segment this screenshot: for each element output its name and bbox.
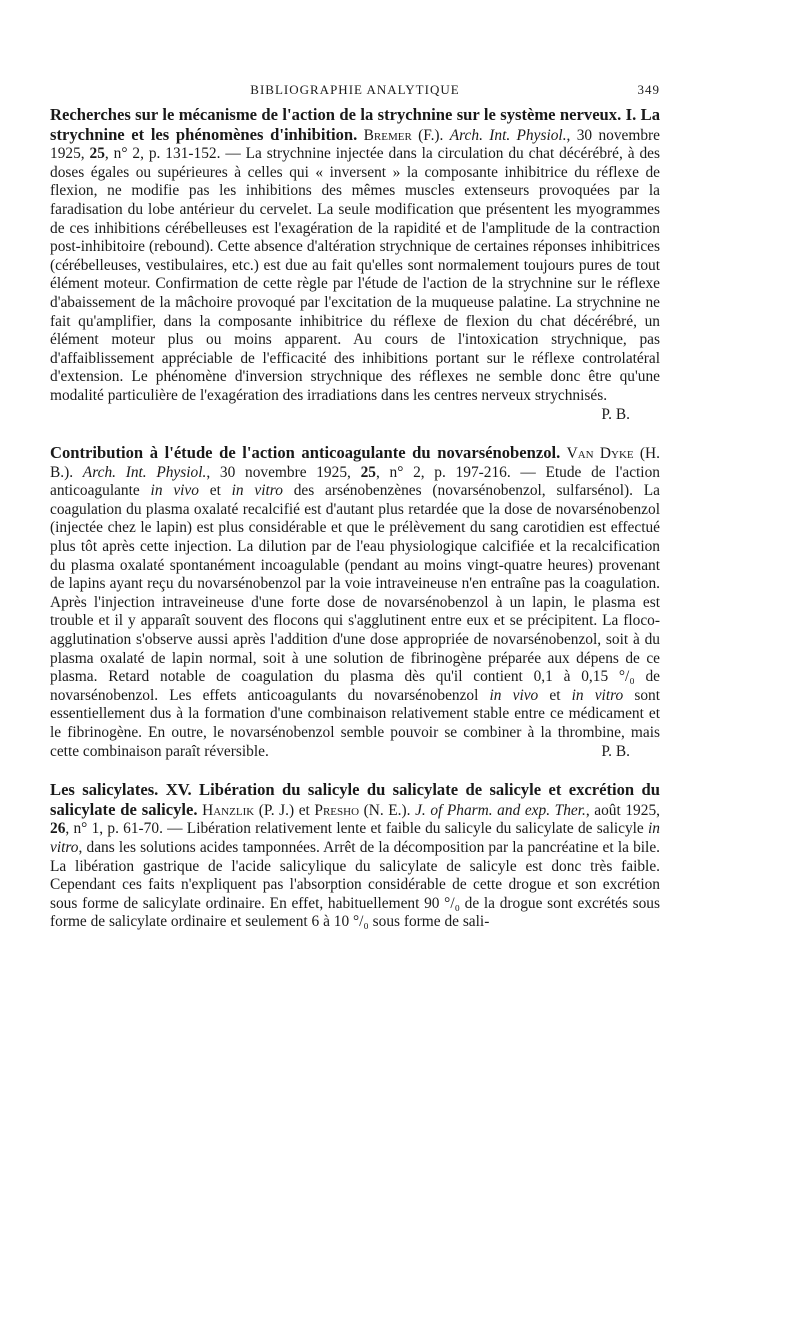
entry-author: Bremer (F.). <box>363 126 444 144</box>
entry-journal: Arch. Int. Physiol. <box>82 463 207 481</box>
running-head-title: BIBLIOGRAPHIE ANALYTIQUE <box>250 82 460 97</box>
entry-author-initials: (N. E.). <box>359 801 416 819</box>
entry-body-italic: in vitro <box>231 482 283 500</box>
entry-date: , août 1925, <box>585 801 660 819</box>
bibliography-entry-salicylates <box>50 781 660 932</box>
entry-title: Les salicylates. XV. Libération du salicyle du salicylate de salicyle et excrétion du salicylate de salicyle. <box>50 780 660 819</box>
entry-author: Van Dyke (H. B.). <box>50 445 660 481</box>
entry-date: , 30 novembre 1925, <box>206 463 361 481</box>
entry-volume: 26 <box>50 820 66 838</box>
entry-body-part: , dans les solutions acides tamponnées. Arrêt de la décomposition par la pancréatine et la bile. La libération gastrique de l'acide salicylique du salicylate de salicyle est donc très faible. Cependant ces faits n'expliquent pas l'absorption considérable de cette drogue et son excrétion sous forme de salicylate ordinaire. En effet, habituellement 90 °/₀ de la drogue sont excrétés sous forme de salicylate ordinaire et seulement 6 à 10 °/₀ sous forme de sali- <box>50 838 660 931</box>
entry-body-part: — Libération relativement lente et faible du salicyle du salicylate de salicyle <box>162 820 649 838</box>
entry-journal: Arch. Int. Physiol. <box>449 126 567 144</box>
entry-body-part: et <box>538 686 572 704</box>
entry-body-part: des arsénobenzènes (novarsénobenzol, sulfarsénol). La coagulation du plasma oxalaté recalcifié est d'autant plus retardée que la dose de novarsénobenzol (injectée chez le lapin) est plus considérable et que le prélèvement du sang carotidien est effectué plus tôt après cette injection. La dilution par de l'eau physiologique calcifiée et la recalcification du plasma oxalaté spontanément incoagulable (pendant au moins vingt-quatre heures) provenant de lapins ayant reçu du novarsénobenzol par la voie intraveineuse n'en entraîne pas la coagulation. Après l'injection intraveineuse d'une forte dose de novarsénobenzol à un lapin, le plasma est trouble et il y apparaît souvent des flocons qui s'agglutinent entre eux et se précipitent. La floco-agglutination s'observe aussi après l'addition d'une dose appropriée de novarsénobenzol, soit à du plasma oxalaté de lapin normal, soit à une solution de fibrinogène préparée aux dépens de ce plasma. Retard notable de coagulation du plasma dès qu'il contient 0,1 à 0,15 °/₀ de novarsénobenzol. Les effets anticoagulants du novarsénobenzol <box>50 482 660 704</box>
entry-issue-pages: , n° 2, p. 197-216. <box>375 463 511 481</box>
page-number: 349 <box>637 82 660 97</box>
entry-author: Hanzlik <box>202 801 255 819</box>
entry-body-italic: in vivo <box>489 686 539 704</box>
entry-body-italic: in vitro <box>571 686 624 704</box>
entry-author-initials: (P. J.) et <box>254 801 315 819</box>
entry-issue-pages: , n° 2, p. 131-152. <box>104 145 221 163</box>
entry-body-part: et <box>198 482 232 500</box>
entry-signature: P. B. <box>601 405 630 423</box>
document-page <box>50 82 660 932</box>
bibliography-entry-strychnine <box>50 106 660 424</box>
entry-body-part: sont essentiellement dus à la formation d'une combinaison relativement stable entre ce médicament et le fibrinogène. En outre, le novarsénobenzol semble pouvoir se combiner à la thrombine, mais cette combinaison paraît réversible. <box>50 686 660 760</box>
entry-body-italic: in vitro <box>50 820 660 856</box>
bibliography-entry-novarsenobenzol <box>50 444 660 761</box>
entry-author: Presho <box>314 801 360 819</box>
entry-volume: 25 <box>360 463 376 481</box>
entry-body-part: — Etude de l'action anticoagulante <box>50 463 660 500</box>
entry-body: — La strychnine injectée dans la circulation du chat décérébré, à des doses égales ou supérieures à celles qui « inversent » la composante inhibitrice du réflexe de flexion, ne modifie pas les inhibitions des mêmes muscles extenseurs provoquées par la faradisation du lobe antérieur du cervelet. La seule modification que présentent les myogrammes de ces inhibitions cérébelleuses est l'exagération de la rapidité et de l'amplitude de la contraction post-inhibitoire (rebound). Cette absence d'altération strychnique de certaines réponses inhibitrices (cérébelleuses, vestibulaires, etc.) est due au fait qu'elles sont normalement toujours pures de tout élément moteur. Confirmation de cette règle par l'étude de l'action de la strychnine sur le réflexe d'abaissement de la mâchoire provoqué par l'excitation de la muqueuse palatine. La strychnine ne fait qu'amplifier, dans la composante inhibitrice du réflexe de flexion du chat décérébré, un élément moteur plus ou moins apparent. Au cours de l'intoxication strychnique, pas d'affaiblissement appréciable de l'efficacité des inhibitions portant sur le réflexe controlatéral d'extension. Le phénomène d'inversion strychnique des réflexes ne semble donc être qu'une modalité particulière de l'exagération des irradiations dans les centres nerveux strychnisés. <box>50 145 660 404</box>
entry-issue-pages: , n° 1, p. 61-70. <box>65 820 163 838</box>
entry-body-italic: in vivo <box>150 482 199 500</box>
entry-date: , 30 novembre 1925, <box>50 126 660 163</box>
running-head <box>50 82 660 106</box>
entry-volume: 25 <box>89 145 105 163</box>
entry-journal: J. of Pharm. and exp. Ther. <box>415 801 586 819</box>
entry-title: Contribution à l'étude de l'action anticoagulante du novarsénobenzol. <box>50 443 561 463</box>
entry-title: Recherches sur le mécanisme de l'action de la strychnine sur le système nerveux. I. La strychnine et les phénomènes d'inhibition. <box>50 105 660 144</box>
entry-signature: P. B. <box>601 742 630 760</box>
